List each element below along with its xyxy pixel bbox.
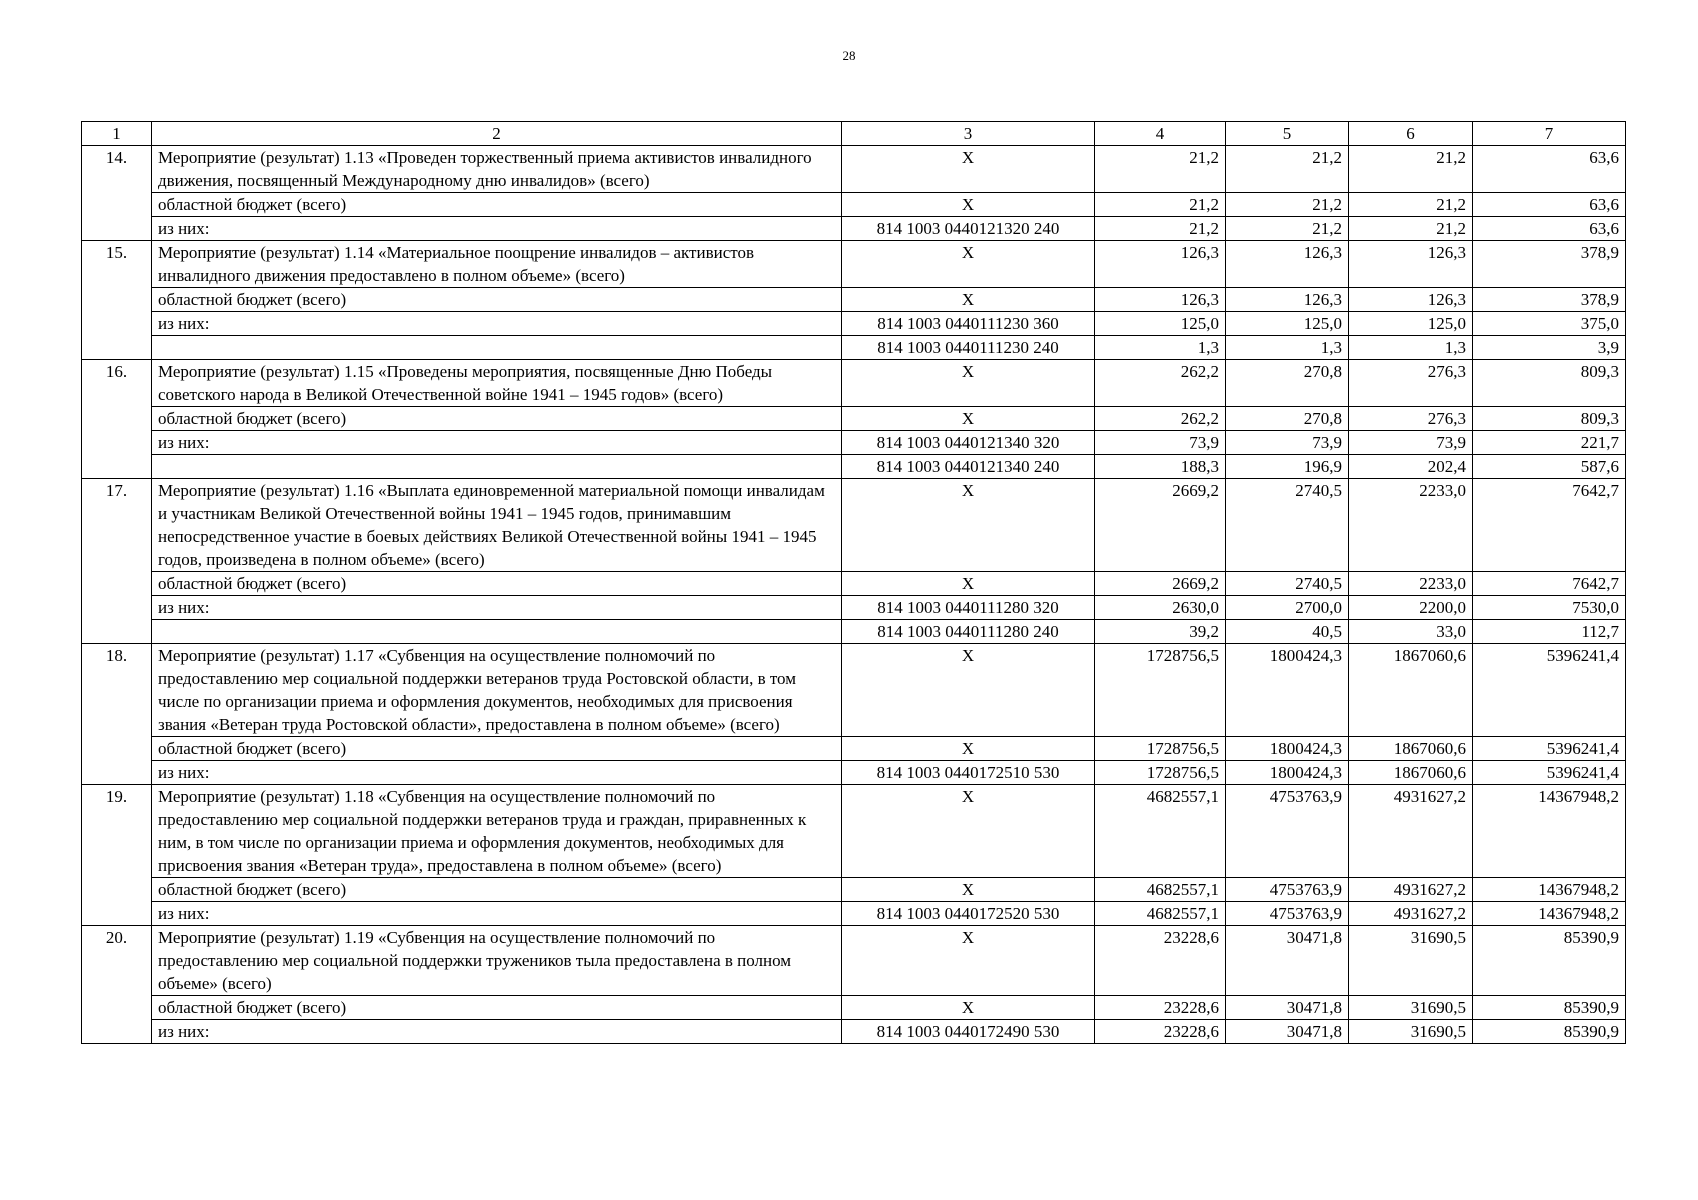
budget-code: 814 1003 0440172510 530 — [842, 761, 1095, 785]
value-col-4: 21,2 — [1095, 146, 1226, 193]
value-col-5: 4753763,9 — [1226, 878, 1349, 902]
value-col-4: 2669,2 — [1095, 572, 1226, 596]
table-row-activity — [82, 241, 1626, 288]
budget-code: 814 1003 0440111280 240 — [842, 620, 1095, 644]
value-col-6: 1,3 — [1349, 336, 1473, 360]
table-row — [82, 455, 1626, 479]
budget-code: 814 1003 0440111230 360 — [842, 312, 1095, 336]
value-col-6: 4931627,2 — [1349, 902, 1473, 926]
row-label: областной бюджет (всего) — [152, 193, 842, 217]
value-col-6: 31690,5 — [1349, 1020, 1473, 1044]
value-col-4: 126,3 — [1095, 241, 1226, 288]
row-label — [152, 336, 842, 360]
row-label: областной бюджет (всего) — [152, 572, 842, 596]
value-col-4: 1728756,5 — [1095, 644, 1226, 737]
column-number-4: 4 — [1095, 122, 1226, 146]
value-col-5: 4753763,9 — [1226, 902, 1349, 926]
value-col-4: 2669,2 — [1095, 479, 1226, 572]
table-row — [82, 878, 1626, 902]
value-col-5: 2700,0 — [1226, 596, 1349, 620]
table-row — [82, 596, 1626, 620]
value-col-5: 1800424,3 — [1226, 761, 1349, 785]
value-col-4: 125,0 — [1095, 312, 1226, 336]
row-label: областной бюджет (всего) — [152, 288, 842, 312]
table-row-activity — [82, 644, 1626, 737]
row-label: из них: — [152, 1020, 842, 1044]
value-col-7: 85390,9 — [1473, 1020, 1626, 1044]
value-col-6: 276,3 — [1349, 407, 1473, 431]
table-row — [82, 902, 1626, 926]
value-col-6: 21,2 — [1349, 193, 1473, 217]
budget-code: Х — [842, 241, 1095, 288]
value-col-4: 23228,6 — [1095, 996, 1226, 1020]
row-label: Мероприятие (результат) 1.18 «Субвенция на осуществление полномочий по предоставлению мер социальной поддержки ветеранов труда и граждан, приравненных к ним, в том числе по организации приема и оформления документов, необходимых для присвоения звания «Ветеран труда», предоставлена в полном объеме» (всего) — [152, 785, 842, 878]
table-row — [82, 761, 1626, 785]
value-col-6: 33,0 — [1349, 620, 1473, 644]
value-col-5: 21,2 — [1226, 217, 1349, 241]
value-col-5: 4753763,9 — [1226, 785, 1349, 878]
column-number-3: 3 — [842, 122, 1095, 146]
value-col-7: 5396241,4 — [1473, 737, 1626, 761]
budget-code: Х — [842, 878, 1095, 902]
value-col-7: 378,9 — [1473, 241, 1626, 288]
table-row — [82, 572, 1626, 596]
value-col-6: 31690,5 — [1349, 926, 1473, 996]
column-number-row — [82, 122, 1626, 146]
row-label: Мероприятие (результат) 1.19 «Субвенция на осуществление полномочий по предоставлению мер социальной поддержки тружеников тыла предоставлена в полном объеме» (всего) — [152, 926, 842, 996]
row-label: Мероприятие (результат) 1.14 «Материальное поощрение инвалидов – активистов инвалидного движения предоставлено в полном объеме» (всего) — [152, 241, 842, 288]
budget-code: Х — [842, 785, 1095, 878]
table-row — [82, 620, 1626, 644]
budget-code: Х — [842, 644, 1095, 737]
value-col-6: 2233,0 — [1349, 479, 1473, 572]
budget-code: 814 1003 0440172520 530 — [842, 902, 1095, 926]
column-number-1: 1 — [82, 122, 152, 146]
value-col-5: 73,9 — [1226, 431, 1349, 455]
budget-code: Х — [842, 572, 1095, 596]
value-col-4: 4682557,1 — [1095, 902, 1226, 926]
value-col-5: 125,0 — [1226, 312, 1349, 336]
budget-code: 814 1003 0440111280 320 — [842, 596, 1095, 620]
value-col-4: 1728756,5 — [1095, 761, 1226, 785]
row-label: областной бюджет (всего) — [152, 407, 842, 431]
column-number-5: 5 — [1226, 122, 1349, 146]
value-col-5: 1,3 — [1226, 336, 1349, 360]
value-col-4: 188,3 — [1095, 455, 1226, 479]
table-row — [82, 193, 1626, 217]
value-col-7: 809,3 — [1473, 407, 1626, 431]
table-row — [82, 996, 1626, 1020]
budget-code: Х — [842, 360, 1095, 407]
value-col-4: 1728756,5 — [1095, 737, 1226, 761]
value-col-4: 23228,6 — [1095, 1020, 1226, 1044]
table-row-activity — [82, 479, 1626, 572]
value-col-5: 196,9 — [1226, 455, 1349, 479]
value-col-4: 126,3 — [1095, 288, 1226, 312]
value-col-6: 2233,0 — [1349, 572, 1473, 596]
budget-code: Х — [842, 288, 1095, 312]
row-number: 14. — [82, 146, 152, 241]
table-row-activity — [82, 360, 1626, 407]
row-label: областной бюджет (всего) — [152, 878, 842, 902]
row-number: 16. — [82, 360, 152, 479]
row-number: 18. — [82, 644, 152, 785]
value-col-4: 2630,0 — [1095, 596, 1226, 620]
value-col-6: 73,9 — [1349, 431, 1473, 455]
table-row-activity — [82, 785, 1626, 878]
value-col-5: 2740,5 — [1226, 572, 1349, 596]
value-col-7: 7530,0 — [1473, 596, 1626, 620]
value-col-7: 14367948,2 — [1473, 878, 1626, 902]
value-col-5: 30471,8 — [1226, 1020, 1349, 1044]
value-col-7: 3,9 — [1473, 336, 1626, 360]
budget-code: Х — [842, 926, 1095, 996]
value-col-7: 7642,7 — [1473, 572, 1626, 596]
budget-code: 814 1003 0440121340 240 — [842, 455, 1095, 479]
row-label: из них: — [152, 902, 842, 926]
row-label: Мероприятие (результат) 1.15 «Проведены мероприятия, посвященные Дню Победы советского народа в Великой Отечественной войне 1941 – 1945 годов» (всего) — [152, 360, 842, 407]
value-col-7: 85390,9 — [1473, 996, 1626, 1020]
budget-code: Х — [842, 479, 1095, 572]
table-row — [82, 431, 1626, 455]
budget-code: Х — [842, 193, 1095, 217]
budget-code: 814 1003 0440121340 320 — [842, 431, 1095, 455]
budget-code: Х — [842, 996, 1095, 1020]
budget-code: 814 1003 0440111230 240 — [842, 336, 1095, 360]
value-col-5: 1800424,3 — [1226, 737, 1349, 761]
row-label: Мероприятие (результат) 1.16 «Выплата единовременной материальной помощи инвалидам и участникам Великой Отечественной войны 1941 – 1945 годов, принимавшим непосредственное участие в боевых действиях Великой Отечественной войны 1941 – 1945 годов, произведена в полном объеме» (всего) — [152, 479, 842, 572]
value-col-5: 126,3 — [1226, 288, 1349, 312]
column-number-7: 7 — [1473, 122, 1626, 146]
value-col-4: 21,2 — [1095, 217, 1226, 241]
row-label: из них: — [152, 431, 842, 455]
value-col-5: 126,3 — [1226, 241, 1349, 288]
value-col-6: 31690,5 — [1349, 996, 1473, 1020]
value-col-7: 5396241,4 — [1473, 761, 1626, 785]
row-number: 19. — [82, 785, 152, 926]
table-row — [82, 288, 1626, 312]
column-number-2: 2 — [152, 122, 842, 146]
value-col-7: 63,6 — [1473, 217, 1626, 241]
value-col-7: 587,6 — [1473, 455, 1626, 479]
value-col-5: 1800424,3 — [1226, 644, 1349, 737]
value-col-6: 4931627,2 — [1349, 785, 1473, 878]
row-number: 15. — [82, 241, 152, 360]
table-row — [82, 737, 1626, 761]
value-col-6: 276,3 — [1349, 360, 1473, 407]
value-col-4: 23228,6 — [1095, 926, 1226, 996]
value-col-5: 21,2 — [1226, 146, 1349, 193]
budget-code: Х — [842, 407, 1095, 431]
value-col-4: 4682557,1 — [1095, 785, 1226, 878]
budget-code: Х — [842, 737, 1095, 761]
value-col-7: 378,9 — [1473, 288, 1626, 312]
value-col-5: 30471,8 — [1226, 926, 1349, 996]
table-row — [82, 336, 1626, 360]
column-number-6: 6 — [1349, 122, 1473, 146]
value-col-4: 262,2 — [1095, 407, 1226, 431]
table-row-activity — [82, 146, 1626, 193]
value-col-6: 21,2 — [1349, 146, 1473, 193]
value-col-6: 202,4 — [1349, 455, 1473, 479]
value-col-7: 63,6 — [1473, 146, 1626, 193]
row-label: областной бюджет (всего) — [152, 737, 842, 761]
value-col-7: 375,0 — [1473, 312, 1626, 336]
budget-code: 814 1003 0440121320 240 — [842, 217, 1095, 241]
value-col-5: 270,8 — [1226, 360, 1349, 407]
value-col-7: 7642,7 — [1473, 479, 1626, 572]
row-number: 20. — [82, 926, 152, 1044]
budget-code: Х — [842, 146, 1095, 193]
value-col-7: 14367948,2 — [1473, 785, 1626, 878]
value-col-6: 125,0 — [1349, 312, 1473, 336]
value-col-7: 14367948,2 — [1473, 902, 1626, 926]
value-col-4: 39,2 — [1095, 620, 1226, 644]
row-label: из них: — [152, 312, 842, 336]
row-label: из них: — [152, 761, 842, 785]
table-row — [82, 1020, 1626, 1044]
value-col-6: 21,2 — [1349, 217, 1473, 241]
row-label: Мероприятие (результат) 1.13 «Проведен торжественный приема активистов инвалидного движения, посвященный Международному дню инвалидов» (всего) — [152, 146, 842, 193]
row-label — [152, 620, 842, 644]
value-col-4: 73,9 — [1095, 431, 1226, 455]
value-col-6: 1867060,6 — [1349, 737, 1473, 761]
value-col-5: 30471,8 — [1226, 996, 1349, 1020]
budget-table — [81, 121, 1626, 1044]
value-col-4: 4682557,1 — [1095, 878, 1226, 902]
value-col-5: 40,5 — [1226, 620, 1349, 644]
row-label: из них: — [152, 217, 842, 241]
table-body — [82, 146, 1626, 1044]
value-col-6: 1867060,6 — [1349, 761, 1473, 785]
value-col-6: 2200,0 — [1349, 596, 1473, 620]
value-col-6: 126,3 — [1349, 241, 1473, 288]
page-number: 28 — [842, 48, 856, 63]
value-col-5: 21,2 — [1226, 193, 1349, 217]
table-row-activity — [82, 926, 1626, 996]
value-col-7: 63,6 — [1473, 193, 1626, 217]
value-col-7: 5396241,4 — [1473, 644, 1626, 737]
value-col-6: 1867060,6 — [1349, 644, 1473, 737]
row-label: из них: — [152, 596, 842, 620]
table-row — [82, 312, 1626, 336]
value-col-6: 126,3 — [1349, 288, 1473, 312]
row-label: Мероприятие (результат) 1.17 «Субвенция на осуществление полномочий по предоставлению мер социальной поддержки ветеранов труда Ростовской области, в том числе по организации приема и оформления документов, необходимых для присвоения звания «Ветеран труда Ростовской области», предоставлена в полном объеме» (всего) — [152, 644, 842, 737]
row-label: областной бюджет (всего) — [152, 996, 842, 1020]
value-col-7: 112,7 — [1473, 620, 1626, 644]
value-col-4: 21,2 — [1095, 193, 1226, 217]
value-col-5: 2740,5 — [1226, 479, 1349, 572]
value-col-4: 262,2 — [1095, 360, 1226, 407]
value-col-6: 4931627,2 — [1349, 878, 1473, 902]
value-col-5: 270,8 — [1226, 407, 1349, 431]
value-col-7: 85390,9 — [1473, 926, 1626, 996]
table-row — [82, 407, 1626, 431]
row-number: 17. — [82, 479, 152, 644]
value-col-7: 221,7 — [1473, 431, 1626, 455]
value-col-7: 809,3 — [1473, 360, 1626, 407]
value-col-4: 1,3 — [1095, 336, 1226, 360]
budget-code: 814 1003 0440172490 530 — [842, 1020, 1095, 1044]
table-row — [82, 217, 1626, 241]
row-label — [152, 455, 842, 479]
